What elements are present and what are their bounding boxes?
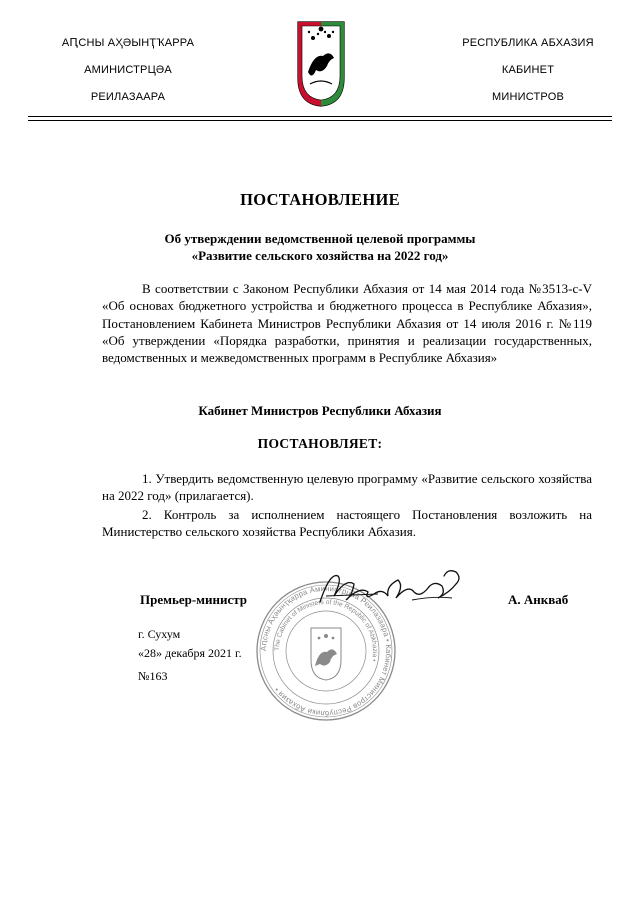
- decree-item-1: 1. Утвердить ведомственную целевую программу «Развитие сельского хозяйства на 2022 год» (прилагается).: [102, 471, 592, 504]
- document-number: №163: [138, 669, 168, 683]
- coat-of-arms-icon: [296, 20, 346, 108]
- preamble-paragraph: В соответствии с Законом Республики Абхазия от 14 мая 2014 года №3513-с-V «Об основах бюджетного устройства и бюджетного процесса в Республике Абхазия», Постановлением Кабинета Министров Республики Абхазия от 14 июля 2016 г. №119 «Об утверждении «Порядка разработки, принятия и реализации государственных, ведомственных и межведомственных программ в Республике Абхазия»: [102, 281, 592, 366]
- decree-heading: ПОСТАНОВЛЯЕТ:: [257, 436, 383, 451]
- seal-inner-text: The Cabinet of Ministers of the Republic of Abkhazia •: [273, 598, 379, 663]
- header-right-line-1: РЕСПУБЛИКА АБХАЗИЯ: [462, 37, 594, 49]
- header-right-line-2: КАБИНЕТ: [501, 64, 555, 76]
- header-right-line-3: МИНИСТРОВ: [491, 91, 564, 103]
- issue-city: г. Сухум: [138, 627, 181, 641]
- signer-position: Премьер-министр: [140, 592, 248, 607]
- document-title: ПОСТАНОВЛЕНИЕ: [240, 190, 400, 209]
- signer-name: А. Анкваб: [508, 592, 569, 607]
- decree-item-2: 2. Контроль за исполнением настоящего Постановления возложить на Министерство сельского хозяйства Республики Абхазия.: [102, 507, 592, 540]
- header-right-block: [428, 30, 628, 111]
- header-divider-thin: [28, 120, 612, 121]
- header-left-line-3: РЕИЛАЗААРА: [90, 91, 166, 103]
- header-divider-thick: [28, 116, 612, 117]
- issuing-authority: Кабинет Министров Республики Абхазия: [198, 403, 442, 418]
- header-left-line-1: АԤСНЫ АҲӘЫНҬҠАРРА: [61, 37, 195, 49]
- subject-line-2: «Развитие сельского хозяйства на 2022 год»: [191, 248, 449, 263]
- seal-outer-text: Аԥсны Аҳәынҭқарра Аминистрцәа Реилазаара • Кабинет Министров Республики Абхазия •: [258, 583, 394, 719]
- handwritten-signature-icon: [316, 566, 466, 614]
- document-subject: [100, 230, 540, 264]
- header-left-block: [28, 30, 228, 111]
- issue-date: «28» декабря 2021 г.: [138, 646, 242, 660]
- subject-line-1: Об утверждении ведомственной целевой программы: [164, 231, 476, 246]
- header-left-line-2: АМИНИСТРЦӘА: [84, 64, 172, 76]
